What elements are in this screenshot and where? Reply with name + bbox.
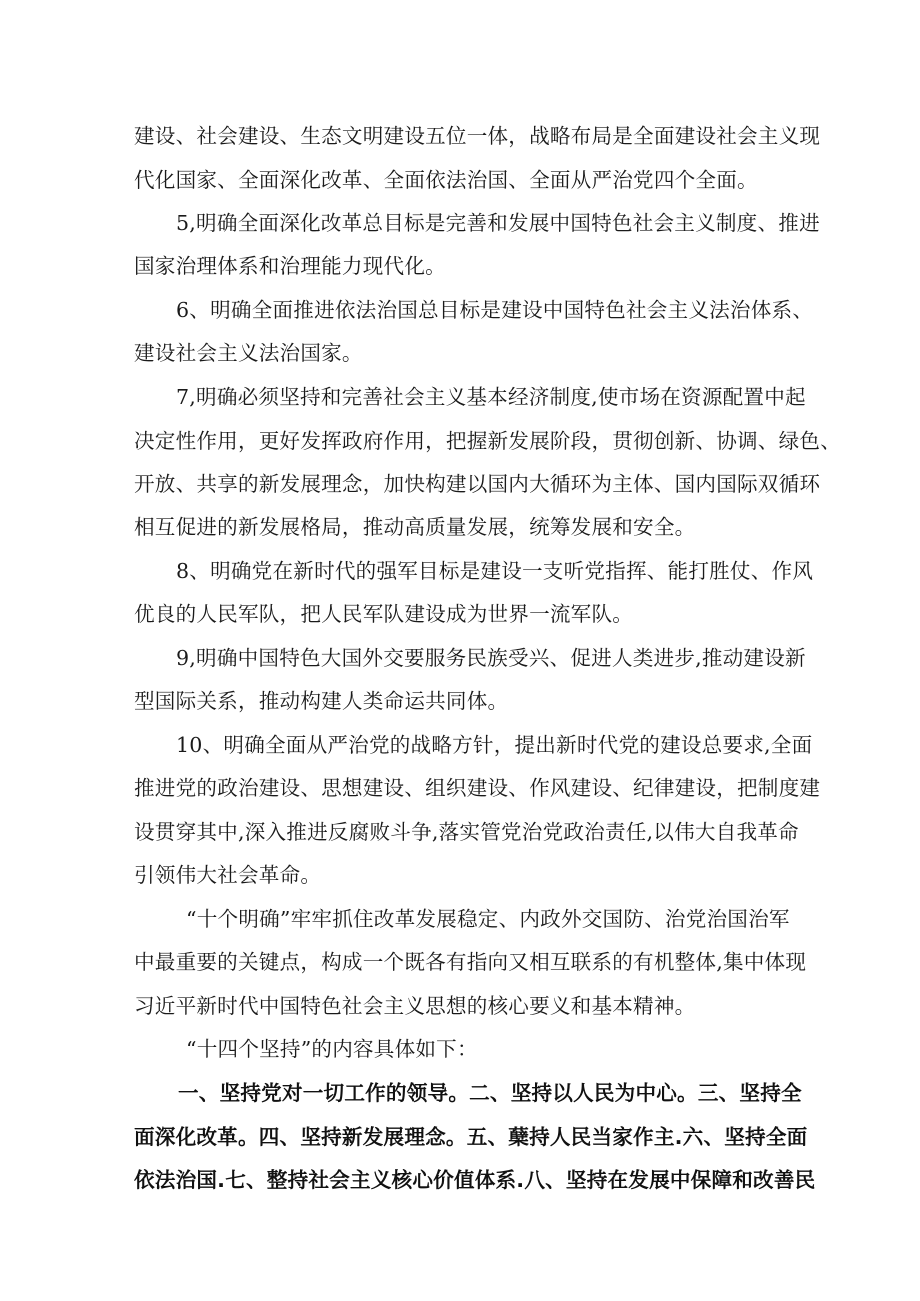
paragraph-9-start: 9,明确中国特色大国外交要服务民族受兴、促进人类进步,推动建设新 [176, 646, 806, 670]
bold-paragraph-start: 一、坚持党对一切工作的领导。二、坚持以人民为中心。三、坚持全 [178, 1081, 802, 1105]
text-line: 优良的人民军队，把人民军队建设成为世界一流军队。 [134, 602, 634, 626]
text-line: 设贯穿其中,深入推进反腐败斗争,落实管党治党政治责任,以伟大自我革命 [134, 820, 799, 844]
text-line: 推进党的政治建设、思想建设、组织建设、作风建设、纪律建设，把制度建 [134, 776, 821, 800]
text-line: 国家治理体系和治理能力现代化。 [134, 254, 446, 278]
paragraph-6-start: 6、明确全面推进依法治国总目标是建设中国特色社会主义法治体系、 [176, 298, 814, 322]
text-line: 习近平新时代中国特色社会主义思想的核心要义和基本精神。 [134, 994, 696, 1018]
text-line: 建设、社会建设、生态文明建设五位一体，战略布局是全面建设社会主义现 [134, 124, 821, 148]
paragraph-7-start: 7,明确必须坚持和完善社会主义基本经济制度,使市场在资源配置中起 [176, 385, 806, 409]
paragraph-8-start: 8、明确党在新时代的强军目标是建设一支听党指挥、能打胜仗、作风 [176, 559, 814, 583]
fourteen-adherences-intro: “十四个坚持”的内容具体如下： [186, 1037, 478, 1061]
text-line: 中最重要的关键点，构成一个既各有指向又相互联系的有机整体,集中体现 [134, 950, 807, 974]
text-line: 决定性作用，更好发挥政府作用，把握新发展阶段，贯彻创新、协调、绿色、 [134, 429, 841, 453]
bold-text-line: 依法治国.七、整持社会主义核心价值体系.八、坚持在发展中保障和改善民 [134, 1168, 816, 1192]
text-line: 代化国家、全面深化改革、全面依法治国、全面从严治党四个全面。 [134, 168, 758, 192]
text-line: 相互促进的新发展格局，推动高质量发展，统筹发展和安全。 [134, 515, 696, 539]
paragraph-10-start: 10、明确全面从严治党的战略方针，提出新时代党的建设总要求,全面 [176, 733, 813, 757]
text-line: 建设社会主义法治国家。 [134, 341, 363, 365]
paragraph-5-start: 5,明确全面深化改革总目标是完善和发展中国特色社会主义制度、推进 [176, 211, 820, 235]
ten-clarifications-summary-start: “十个明确”牢牢抓住改革发展稳定、内政外交国防、治党治国治军 [186, 907, 790, 931]
text-line: 引领伟大社会革命。 [134, 863, 322, 887]
text-line: 型国际关系，推动构建人类命运共同体。 [134, 689, 509, 713]
text-line: 开放、共享的新发展理念，加快构建以国内大循环为主体、国内国际双循环 [134, 472, 821, 496]
bold-text-line: 面深化改革。四、坚持新发展理念。五、蘖持人民当家作主.六、坚持全面 [134, 1125, 808, 1149]
